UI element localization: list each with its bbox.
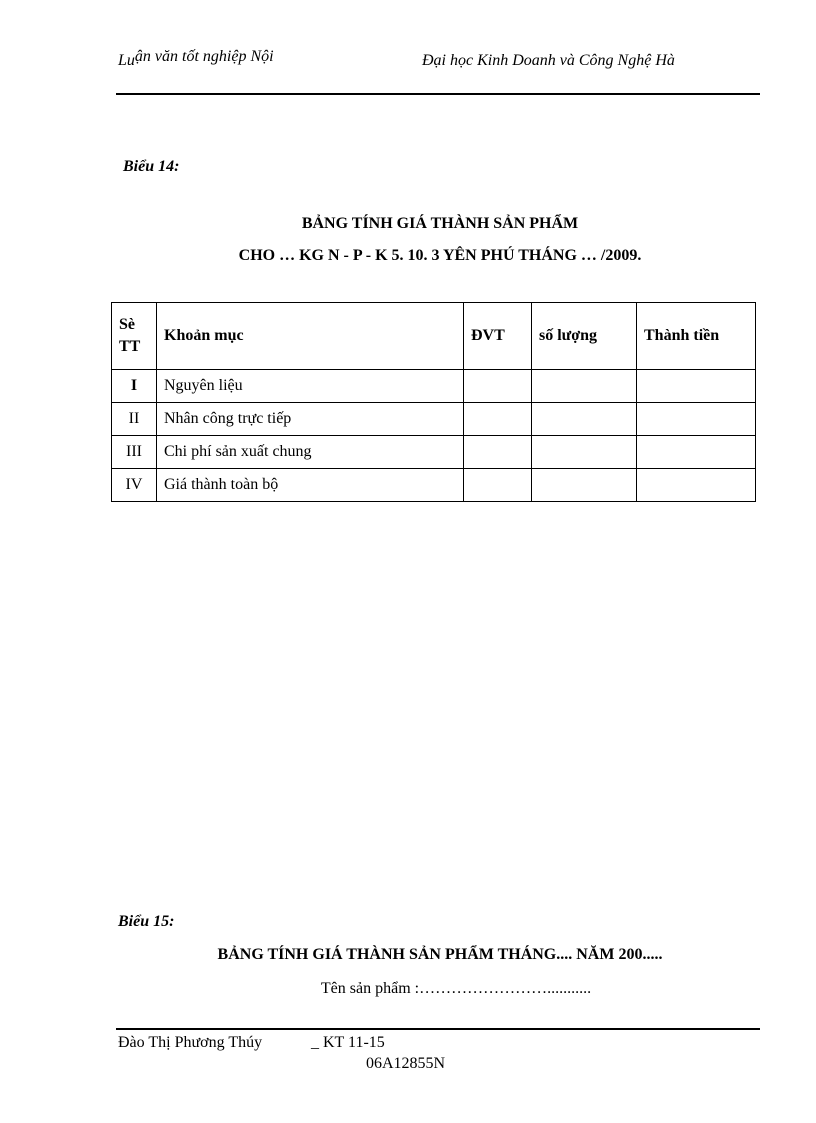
row-quantity <box>532 403 637 436</box>
row-amount <box>637 370 756 403</box>
header-thesis-text: ận văn tốt nghiệp Nội <box>134 48 274 65</box>
header-stt-line1: Sè <box>119 316 135 333</box>
row-number: III <box>112 436 157 469</box>
footer-divider <box>116 1028 760 1030</box>
row-quantity <box>532 370 637 403</box>
cost-table <box>111 302 756 502</box>
row-amount <box>637 436 756 469</box>
header-university: Đại học Kinh Doanh và Công Nghệ Hà <box>422 52 675 69</box>
form-14-label: Biểu 14: <box>123 158 180 175</box>
header-thesis-label <box>118 48 318 70</box>
row-unit <box>464 403 532 436</box>
row-item: Nguyên liệu <box>157 370 464 403</box>
row-quantity <box>532 436 637 469</box>
header-stt-line2: TT <box>119 338 141 355</box>
form-14-subtitle: CHO … KG N - P - K 5. 10. 3 YÊN PHÚ THÁNG … /2009. <box>238 247 642 264</box>
table-row <box>112 436 756 469</box>
row-unit <box>464 469 532 502</box>
row-amount <box>637 469 756 502</box>
table-row <box>112 370 756 403</box>
header-stt <box>112 303 157 370</box>
header-divider <box>116 93 760 95</box>
form-15-title: BẢNG TÍNH GIÁ THÀNH SẢN PHẨM THÁNG.... NĂM 200..... <box>217 946 663 963</box>
row-item: Giá thành toàn bộ <box>157 469 464 502</box>
row-unit <box>464 436 532 469</box>
row-amount <box>637 403 756 436</box>
row-number: II <box>112 403 157 436</box>
table-header-row <box>112 303 756 370</box>
product-name-line: Tên sản phẩm :……………………........... <box>320 980 592 997</box>
row-quantity <box>532 469 637 502</box>
header-item: Khoản mục <box>157 303 464 370</box>
header-thesis-prefix: Lu <box>118 52 135 69</box>
header-unit: ĐVT <box>464 303 532 370</box>
form-15-label: Biểu 15: <box>118 913 175 930</box>
header-quantity: số lượng <box>532 303 637 370</box>
header-amount: Thành tiền <box>637 303 756 370</box>
footer-class: _ KT 11-15 <box>311 1034 385 1051</box>
row-item: Chi phí sản xuất chung <box>157 436 464 469</box>
table-row <box>112 469 756 502</box>
row-number: IV <box>112 469 157 502</box>
row-item: Nhân công trực tiếp <box>157 403 464 436</box>
table-row <box>112 403 756 436</box>
form-14-title: BẢNG TÍNH GIÁ THÀNH SẢN PHẨM <box>301 215 579 232</box>
footer-author: Đào Thị Phương Thúy <box>118 1034 263 1051</box>
row-number: I <box>112 370 157 403</box>
row-unit <box>464 370 532 403</box>
footer-student-id: 06A12855N <box>366 1055 446 1072</box>
